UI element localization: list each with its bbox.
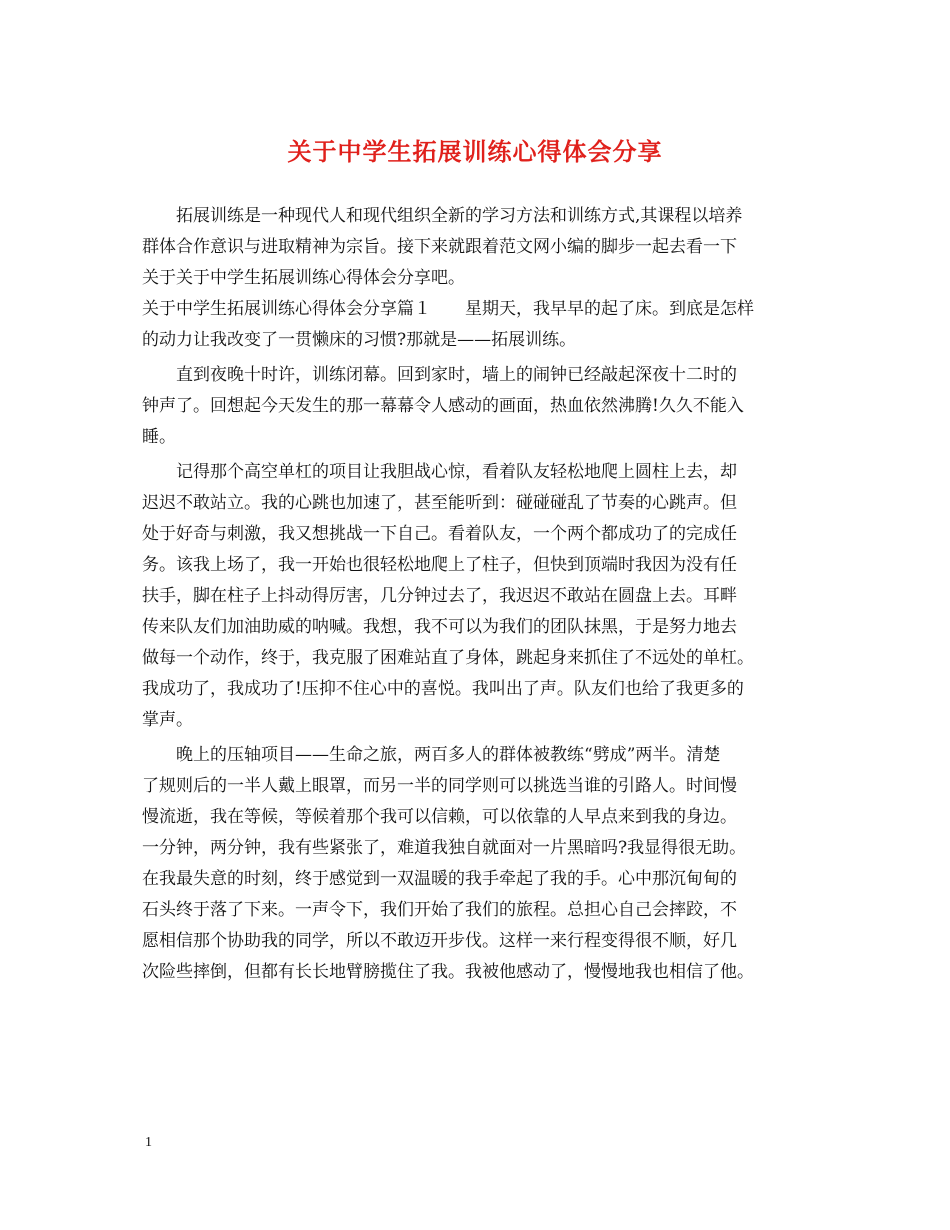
text-line: 做每一个动作，终于，我克服了困难站直了身体，跳起身来抓住了不远处的单杠。	[142, 648, 754, 668]
text-line: 记得那个高空单杠的项目让我胆战心惊，看着队友轻松地爬上圆柱上去，却	[142, 462, 737, 482]
text-line: 晚上的压轴项目——生命之旅，两百多人的群体被教练“劈成”两半。清楚	[142, 745, 721, 765]
text-line: 关于中学生拓展训练心得体会分享篇１ 星期天，我早早的起了床。到底是怎样	[142, 299, 754, 319]
text-line: 扶手，脚在柱子上抖动得厉害，几分钟过去了，我迟迟不敢站在圆盘上去。耳畔	[142, 586, 737, 606]
document-title: 关于中学生拓展训练心得体会分享	[287, 137, 663, 166]
text-line: 务。该我上场了，我一开始也很轻松地爬上了柱子，但快到顶端时我因为没有任	[142, 555, 737, 575]
text-line: 直到夜晚十时许，训练闭幕。回到家时，墙上的闹钟已经敲起深夜十二时的	[142, 365, 737, 385]
text-line: 石头终于落了下来。一声令下，我们开始了我们的旅程。总担心自己会摔跤，不	[142, 900, 737, 920]
text-line: 传来队友们加油助威的呐喊。我想，我不可以为我们的团队抹黑，于是努力地去	[142, 617, 737, 637]
text-line: 我成功了，我成功了!压抑不住心中的喜悦。我叫出了声。队友们也给了我更多的	[142, 679, 744, 699]
text-line: 处于好奇与刺激，我又想挑战一下自己。看着队友，一个两个都成功了的完成任	[142, 524, 737, 544]
page-number: 1	[145, 1135, 152, 1150]
text-line: 的动力让我改变了一贯懒床的习惯?那就是——拓展训练。	[142, 330, 577, 350]
text-line: 在我最失意的时刻，终于感觉到一双温暖的我手牵起了我的手。心中那沉甸甸的	[142, 869, 737, 889]
text-line: 愿相信那个协助我的同学，所以不敢迈开步伐。这样一来行程变得很不顺，好几	[142, 931, 737, 951]
text-line: 拓展训练是一种现代人和现代组织全新的学习方法和训练方式,其课程以培养	[142, 206, 743, 226]
text-line: 群体合作意识与进取精神为宗旨。接下来就跟着范文网小编的脚步一起去看一下	[142, 237, 737, 257]
text-line: 关于关于中学生拓展训练心得体会分享吧。	[142, 268, 465, 288]
text-line: 次险些摔倒，但都有长长地臂膀揽住了我。我被他感动了，慢慢地我也相信了他。	[142, 962, 754, 982]
text-line: 掌声。	[142, 710, 193, 730]
text-line: 慢流逝，我在等候，等候着那个我可以信赖，可以依靠的人早点来到我的身边。	[142, 807, 737, 827]
text-line: 一分钟，两分钟，我有些紧张了，难道我独自就面对一片黑暗吗?我显得很无助。	[142, 838, 747, 858]
text-line: 了规则后的一半人戴上眼罩，而另一半的同学则可以挑选当谁的引路人。时间慢	[142, 776, 737, 796]
text-line: 睡。	[142, 427, 176, 447]
document-body	[142, 201, 810, 988]
text-line: 钟声了。回想起今天发生的那一幕幕令人感动的画面，热血依然沸腾!久久不能入	[142, 396, 744, 416]
text-line: 迟迟不敢站立。我的心跳也加速了，甚至能听到：碰碰碰乱了节奏的心跳声。但	[142, 493, 737, 513]
